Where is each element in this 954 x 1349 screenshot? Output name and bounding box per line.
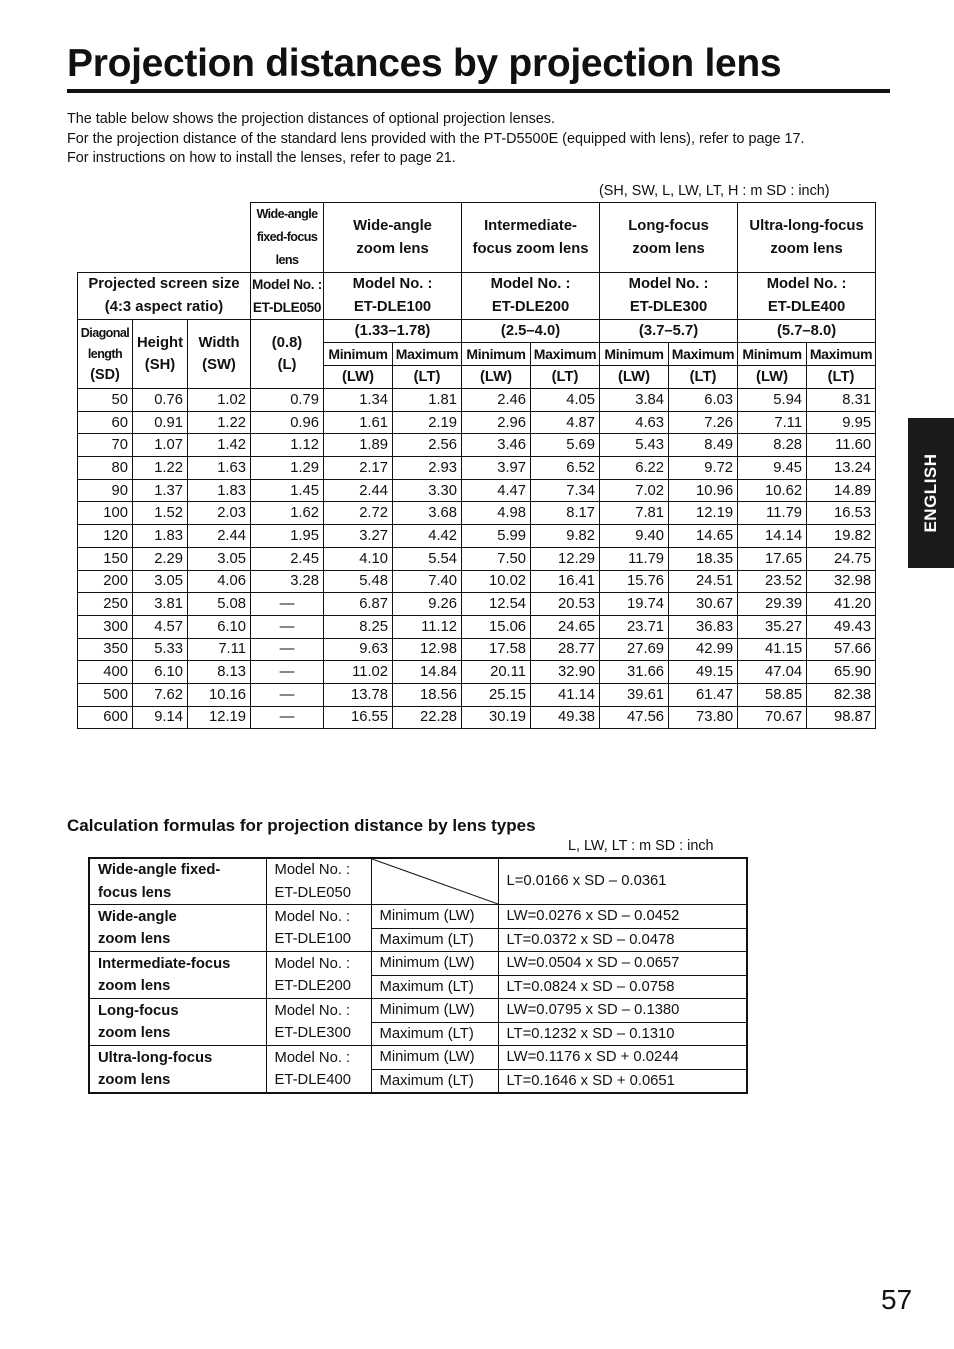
formula-type: Maximum (LT) xyxy=(371,1022,498,1046)
model-header: Model No. : ET-DLE100 xyxy=(324,273,462,320)
table-cell: 1.02 xyxy=(188,389,251,412)
table-cell: 2.29 xyxy=(133,547,188,570)
table-cell: 14.89 xyxy=(807,479,876,502)
table-cell: — xyxy=(251,593,324,616)
table-cell: 17.58 xyxy=(462,638,531,661)
page-title: Projection distances by projection lens xyxy=(67,42,782,85)
formula-lens-name: Ultra-long-focus zoom lens xyxy=(89,1046,266,1094)
table-row xyxy=(78,661,876,684)
table-cell: 1.83 xyxy=(188,479,251,502)
table-cell: 8.25 xyxy=(324,615,393,638)
formula-lens-name: Wide-angle fixed- focus lens xyxy=(89,858,266,905)
table-cell: 30.67 xyxy=(669,593,738,616)
table-cell: 1.29 xyxy=(251,457,324,480)
table-cell: 12.29 xyxy=(531,547,600,570)
table-cell: 0.79 xyxy=(251,389,324,412)
language-tab xyxy=(908,418,954,568)
table-cell: 4.57 xyxy=(133,615,188,638)
table-cell: 5.33 xyxy=(133,638,188,661)
table-cell: 3.68 xyxy=(393,502,462,525)
table-row xyxy=(78,547,876,570)
table-cell: 20.53 xyxy=(531,593,600,616)
table-cell: 16.55 xyxy=(324,706,393,729)
minimum-header: Minimum xyxy=(738,343,807,366)
ratio-header: (2.5–4.0) xyxy=(462,320,600,343)
table-cell: 41.15 xyxy=(738,638,807,661)
table-cell: 1.07 xyxy=(133,434,188,457)
maximum-header: Maximum xyxy=(669,343,738,366)
table-cell: 9.26 xyxy=(393,593,462,616)
table-cell: 1.37 xyxy=(133,479,188,502)
table-cell: 1.81 xyxy=(393,389,462,412)
table-cell: 2.44 xyxy=(324,479,393,502)
table-cell: 23.52 xyxy=(738,570,807,593)
table-cell: 9.63 xyxy=(324,638,393,661)
table-cell: 8.13 xyxy=(188,661,251,684)
formula-model: Model No. : ET-DLE050 xyxy=(266,858,371,905)
table-cell: 12.98 xyxy=(393,638,462,661)
table-cell: 7.26 xyxy=(669,411,738,434)
table-cell: 42.99 xyxy=(669,638,738,661)
table-cell: 150 xyxy=(78,547,133,570)
formula-text: LW=0.0276 x SD – 0.0452 xyxy=(498,905,747,929)
lt-header: (LT) xyxy=(807,366,876,389)
intro-line-1: The table below shows the projection distances of optional projection lenses. xyxy=(67,111,555,127)
table-cell: 9.14 xyxy=(133,706,188,729)
table-cell: 13.78 xyxy=(324,683,393,706)
table-cell: 18.35 xyxy=(669,547,738,570)
table-cell: 9.72 xyxy=(669,457,738,480)
table-row xyxy=(78,638,876,661)
formula-row xyxy=(89,905,747,929)
lt-header: (LT) xyxy=(393,366,462,389)
intro-line-2: For the projection distance of the standard lens provided with the PT-D5500E (equipped with lens), refer to page 17. xyxy=(67,131,805,147)
table-cell: 7.34 xyxy=(531,479,600,502)
table-cell: 14.65 xyxy=(669,525,738,548)
table-cell: 41.14 xyxy=(531,683,600,706)
table-cell: 5.08 xyxy=(188,593,251,616)
table-cell: 58.85 xyxy=(738,683,807,706)
ratio-header: (1.33–1.78) xyxy=(324,320,462,343)
lens-type-header: Wide-angle zoom lens xyxy=(324,203,462,273)
table-cell: 29.39 xyxy=(738,593,807,616)
table-cell: — xyxy=(251,683,324,706)
table-row xyxy=(78,411,876,434)
lt-header: (LT) xyxy=(669,366,738,389)
title-rule xyxy=(67,89,890,93)
formula-type: Minimum (LW) xyxy=(371,1046,498,1070)
table-cell: 32.90 xyxy=(531,661,600,684)
table-cell: 1.45 xyxy=(251,479,324,502)
table-cell: 65.90 xyxy=(807,661,876,684)
table-cell: 11.79 xyxy=(600,547,669,570)
minimum-header: Minimum xyxy=(324,343,393,366)
formula-type: Maximum (LT) xyxy=(371,928,498,952)
table-cell: 3.27 xyxy=(324,525,393,548)
table-cell: 7.11 xyxy=(188,638,251,661)
table-cell: 4.47 xyxy=(462,479,531,502)
formula-lens-name: Long-focus zoom lens xyxy=(89,999,266,1046)
table-row xyxy=(78,593,876,616)
table-cell: 4.42 xyxy=(393,525,462,548)
table-cell: 2.96 xyxy=(462,411,531,434)
model-header: Model No. : ET-DLE400 xyxy=(738,273,876,320)
table-cell: 20.11 xyxy=(462,661,531,684)
table-cell: 6.10 xyxy=(133,661,188,684)
table-cell: 12.54 xyxy=(462,593,531,616)
table-cell: 1.42 xyxy=(188,434,251,457)
table-row xyxy=(78,683,876,706)
table-cell: 30.19 xyxy=(462,706,531,729)
diagonal-header: Diagonal length (SD) xyxy=(78,320,133,389)
table-cell: 15.76 xyxy=(600,570,669,593)
table-cell: 61.47 xyxy=(669,683,738,706)
table-cell: 47.04 xyxy=(738,661,807,684)
height-header: Height (SH) xyxy=(133,320,188,389)
formula-model: Model No. : ET-DLE300 xyxy=(266,999,371,1046)
table-cell: 0.96 xyxy=(251,411,324,434)
table-cell: 1.12 xyxy=(251,434,324,457)
table-cell: 1.95 xyxy=(251,525,324,548)
table-cell: 1.83 xyxy=(133,525,188,548)
table-cell: — xyxy=(251,615,324,638)
formulas-heading: Calculation formulas for projection distance by lens types xyxy=(67,816,536,835)
table-cell: 2.19 xyxy=(393,411,462,434)
units-note: (SH, SW, L, LW, LT, H : m SD : inch) xyxy=(599,183,830,199)
table-cell: 250 xyxy=(78,593,133,616)
lw-header: (LW) xyxy=(462,366,531,389)
formula-row xyxy=(89,858,747,905)
table-cell: 7.62 xyxy=(133,683,188,706)
table-cell: 4.10 xyxy=(324,547,393,570)
table-cell: 4.98 xyxy=(462,502,531,525)
table-cell: 2.46 xyxy=(462,389,531,412)
table-cell: 24.75 xyxy=(807,547,876,570)
table-cell: 3.30 xyxy=(393,479,462,502)
table-cell: 5.43 xyxy=(600,434,669,457)
table-cell: 27.69 xyxy=(600,638,669,661)
table-cell: 300 xyxy=(78,615,133,638)
table-cell: 7.50 xyxy=(462,547,531,570)
formula-row xyxy=(89,1046,747,1070)
table-cell: 39.61 xyxy=(600,683,669,706)
table-cell: 6.52 xyxy=(531,457,600,480)
table-row xyxy=(78,525,876,548)
table-row xyxy=(78,615,876,638)
fixed-lens-header: Wide-angle fixed-focus lens xyxy=(251,203,324,273)
formula-lens-name: Wide-angle zoom lens xyxy=(89,905,266,952)
table-cell: 4.05 xyxy=(531,389,600,412)
table-cell: 12.19 xyxy=(669,502,738,525)
table-cell: 120 xyxy=(78,525,133,548)
lens-type-header: Long-focus zoom lens xyxy=(600,203,738,273)
table-cell: 18.56 xyxy=(393,683,462,706)
table-cell: 32.98 xyxy=(807,570,876,593)
table-cell: 5.48 xyxy=(324,570,393,593)
table-cell: 11.02 xyxy=(324,661,393,684)
table-cell: 50 xyxy=(78,389,133,412)
formula-row xyxy=(89,999,747,1023)
minimum-header: Minimum xyxy=(600,343,669,366)
table-cell: 17.65 xyxy=(738,547,807,570)
fixed-model-header: Model No. : ET-DLE050 xyxy=(251,273,324,320)
table-cell: 0.76 xyxy=(133,389,188,412)
table-cell: 12.19 xyxy=(188,706,251,729)
table-cell: 10.62 xyxy=(738,479,807,502)
table-cell: 7.40 xyxy=(393,570,462,593)
table-cell: 1.63 xyxy=(188,457,251,480)
diagonal-slash-cell xyxy=(371,858,498,905)
maximum-header: Maximum xyxy=(807,343,876,366)
intro-line-3: For instructions on how to install the lenses, refer to page 21. xyxy=(67,150,456,166)
table-cell: 16.53 xyxy=(807,502,876,525)
table-row xyxy=(78,434,876,457)
table-cell: 14.14 xyxy=(738,525,807,548)
table-cell: 5.99 xyxy=(462,525,531,548)
formula-model: Model No. : ET-DLE200 xyxy=(266,952,371,999)
table-cell: 70 xyxy=(78,434,133,457)
table-cell: 8.49 xyxy=(669,434,738,457)
formula-type: Minimum (LW) xyxy=(371,905,498,929)
lw-header: (LW) xyxy=(324,366,393,389)
page-number: 57 xyxy=(881,1284,913,1315)
table-cell: 1.34 xyxy=(324,389,393,412)
table-cell: 6.22 xyxy=(600,457,669,480)
table-cell: 2.44 xyxy=(188,525,251,548)
table-cell: 24.65 xyxy=(531,615,600,638)
table-cell: 22.28 xyxy=(393,706,462,729)
formula-type: Minimum (LW) xyxy=(371,999,498,1023)
table-cell: 31.66 xyxy=(600,661,669,684)
minimum-header: Minimum xyxy=(462,343,531,366)
formula-text: LW=0.0504 x SD – 0.0657 xyxy=(498,952,747,976)
table-cell: 1.89 xyxy=(324,434,393,457)
lt-header: (LT) xyxy=(531,366,600,389)
table-cell: 28.77 xyxy=(531,638,600,661)
table-row xyxy=(78,457,876,480)
table-cell: 16.41 xyxy=(531,570,600,593)
formula-text: LW=0.1176 x SD + 0.0244 xyxy=(498,1046,747,1070)
table-cell: 4.63 xyxy=(600,411,669,434)
formula-text: LT=0.1232 x SD – 0.1310 xyxy=(498,1022,747,1046)
table-cell: 49.43 xyxy=(807,615,876,638)
table-cell: 73.80 xyxy=(669,706,738,729)
table-cell: 23.71 xyxy=(600,615,669,638)
table-cell: 2.72 xyxy=(324,502,393,525)
table-cell: — xyxy=(251,706,324,729)
formula-type: Minimum (LW) xyxy=(371,952,498,976)
table-cell: 15.06 xyxy=(462,615,531,638)
table-cell: 82.38 xyxy=(807,683,876,706)
table-cell: 10.02 xyxy=(462,570,531,593)
table-cell: 9.40 xyxy=(600,525,669,548)
table-cell: 41.20 xyxy=(807,593,876,616)
table-cell: 49.38 xyxy=(531,706,600,729)
table-cell: 35.27 xyxy=(738,615,807,638)
maximum-header: Maximum xyxy=(393,343,462,366)
formula-text: LW=0.0795 x SD – 0.1380 xyxy=(498,999,747,1023)
table-cell: 90 xyxy=(78,479,133,502)
table-cell: 7.81 xyxy=(600,502,669,525)
table-row xyxy=(78,389,876,412)
table-cell: 7.11 xyxy=(738,411,807,434)
table-cell: 13.24 xyxy=(807,457,876,480)
table-cell: 6.03 xyxy=(669,389,738,412)
table-cell: 200 xyxy=(78,570,133,593)
table-cell: 19.82 xyxy=(807,525,876,548)
table-cell: 11.79 xyxy=(738,502,807,525)
table-cell: 3.97 xyxy=(462,457,531,480)
language-tab-label: ENGLISH xyxy=(921,453,940,533)
table-cell: 49.15 xyxy=(669,661,738,684)
width-header: Width (SW) xyxy=(188,320,251,389)
lens-type-header: Ultra-long-focus zoom lens xyxy=(738,203,876,273)
table-cell: 0.91 xyxy=(133,411,188,434)
table-cell: 9.45 xyxy=(738,457,807,480)
table-cell: 24.51 xyxy=(669,570,738,593)
table-cell: 57.66 xyxy=(807,638,876,661)
table-cell: 7.02 xyxy=(600,479,669,502)
table-cell: 100 xyxy=(78,502,133,525)
table-cell: 4.06 xyxy=(188,570,251,593)
table-cell: 5.54 xyxy=(393,547,462,570)
table-cell: 3.46 xyxy=(462,434,531,457)
table-cell: — xyxy=(251,661,324,684)
table-cell: 500 xyxy=(78,683,133,706)
table-cell: 8.17 xyxy=(531,502,600,525)
table-cell: 8.31 xyxy=(807,389,876,412)
formula-text: LT=0.0372 x SD – 0.0478 xyxy=(498,928,747,952)
table-cell: 60 xyxy=(78,411,133,434)
table-cell: 5.69 xyxy=(531,434,600,457)
table-cell: 98.87 xyxy=(807,706,876,729)
table-cell: 14.84 xyxy=(393,661,462,684)
table-cell: 80 xyxy=(78,457,133,480)
formula-text: LT=0.1646 x SD + 0.0651 xyxy=(498,1069,747,1093)
table-cell: 10.96 xyxy=(669,479,738,502)
table-cell: 600 xyxy=(78,706,133,729)
table-cell: 2.45 xyxy=(251,547,324,570)
table-cell: 9.82 xyxy=(531,525,600,548)
formula-table xyxy=(88,857,748,1094)
table-cell: 11.60 xyxy=(807,434,876,457)
table-cell: 3.84 xyxy=(600,389,669,412)
model-header: Model No. : ET-DLE300 xyxy=(600,273,738,320)
fixed-ratio-header: (0.8) (L) xyxy=(251,320,324,389)
formula-model: Model No. : ET-DLE400 xyxy=(266,1046,371,1094)
table-cell: 70.67 xyxy=(738,706,807,729)
table-row xyxy=(78,706,876,729)
table-row xyxy=(78,502,876,525)
ratio-header: (5.7–8.0) xyxy=(738,320,876,343)
ratio-header: (3.7–5.7) xyxy=(600,320,738,343)
table-cell: 3.05 xyxy=(133,570,188,593)
projected-size-header: Projected screen size (4:3 aspect ratio) xyxy=(78,273,251,320)
table-cell: 3.81 xyxy=(133,593,188,616)
table-cell: 1.62 xyxy=(251,502,324,525)
table-cell: 400 xyxy=(78,661,133,684)
table-cell: 1.52 xyxy=(133,502,188,525)
projection-distance-table xyxy=(77,202,876,729)
table-cell: 10.16 xyxy=(188,683,251,706)
table-cell: 6.87 xyxy=(324,593,393,616)
table-cell: — xyxy=(251,638,324,661)
table-cell: 11.12 xyxy=(393,615,462,638)
table-cell: 8.28 xyxy=(738,434,807,457)
table-cell: 3.05 xyxy=(188,547,251,570)
formula-type: Maximum (LT) xyxy=(371,1069,498,1093)
table-cell: 4.87 xyxy=(531,411,600,434)
table-cell: 3.28 xyxy=(251,570,324,593)
table-cell: 36.83 xyxy=(669,615,738,638)
table-cell: 6.10 xyxy=(188,615,251,638)
lw-header: (LW) xyxy=(738,366,807,389)
table-cell: 2.17 xyxy=(324,457,393,480)
maximum-header: Maximum xyxy=(531,343,600,366)
table-cell: 47.56 xyxy=(600,706,669,729)
formula-model: Model No. : ET-DLE100 xyxy=(266,905,371,952)
table-cell: 1.61 xyxy=(324,411,393,434)
formula-type: Maximum (LT) xyxy=(371,975,498,999)
table-row xyxy=(78,479,876,502)
formula-text: L=0.0166 x SD – 0.0361 xyxy=(498,858,747,905)
table-cell: 1.22 xyxy=(133,457,188,480)
formulas-units-note: L, LW, LT : m SD : inch xyxy=(568,838,714,854)
lw-header: (LW) xyxy=(600,366,669,389)
table-cell: 2.03 xyxy=(188,502,251,525)
lens-type-header: Intermediate- focus zoom lens xyxy=(462,203,600,273)
table-row xyxy=(78,570,876,593)
table-cell: 2.93 xyxy=(393,457,462,480)
table-cell: 5.94 xyxy=(738,389,807,412)
formula-lens-name: Intermediate-focus zoom lens xyxy=(89,952,266,999)
table-cell: 25.15 xyxy=(462,683,531,706)
formula-text: LT=0.0824 x SD – 0.0758 xyxy=(498,975,747,999)
table-cell: 19.74 xyxy=(600,593,669,616)
table-cell: 350 xyxy=(78,638,133,661)
table-cell: 1.22 xyxy=(188,411,251,434)
table-cell: 9.95 xyxy=(807,411,876,434)
table-cell: 2.56 xyxy=(393,434,462,457)
formula-row xyxy=(89,952,747,976)
model-header: Model No. : ET-DLE200 xyxy=(462,273,600,320)
